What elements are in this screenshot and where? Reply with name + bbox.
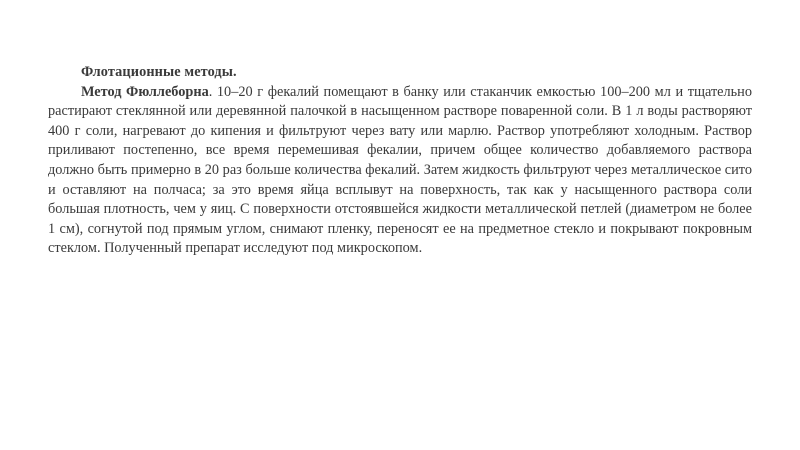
section-heading: Флотационные методы. [81,64,237,80]
text-block [48,63,752,259]
method-paragraph [48,83,752,259]
method-description: . 10–20 г фекалий помещают в банку или стаканчик емкостью 100–200 мл и тщательно растирают стеклянной или деревянной палочкой в насыщенном растворе поваренной соли. В 1 л воды растворяют 400 г соли, нагревают до кипения и фильтруют через вату или марлю. Раствор употребляют холодным. Раствор приливают постепенно, все время перемешивая фекалии, причем общее количество добавляемого раствора должно быть примерно в 20 раз больше количества фекалий. Затем жидкость фильтруют через металлическое сито и оставляют на полчаса; за это время яйца всплывут на поверхность, так как у насыщенного раствора соли большая плотность, чем у яиц. С поверхности отстоявшейся жидкости металлической петлей (диаметром не более 1 см), согнутой под прямым углом, снимают пленку, переносят ее на предметное стекло и покрывают покровным стеклом. Полученный препарат исследуют под микроскопом. [48,83,752,257]
method-name: Метод Фюллеборна [81,83,209,100]
